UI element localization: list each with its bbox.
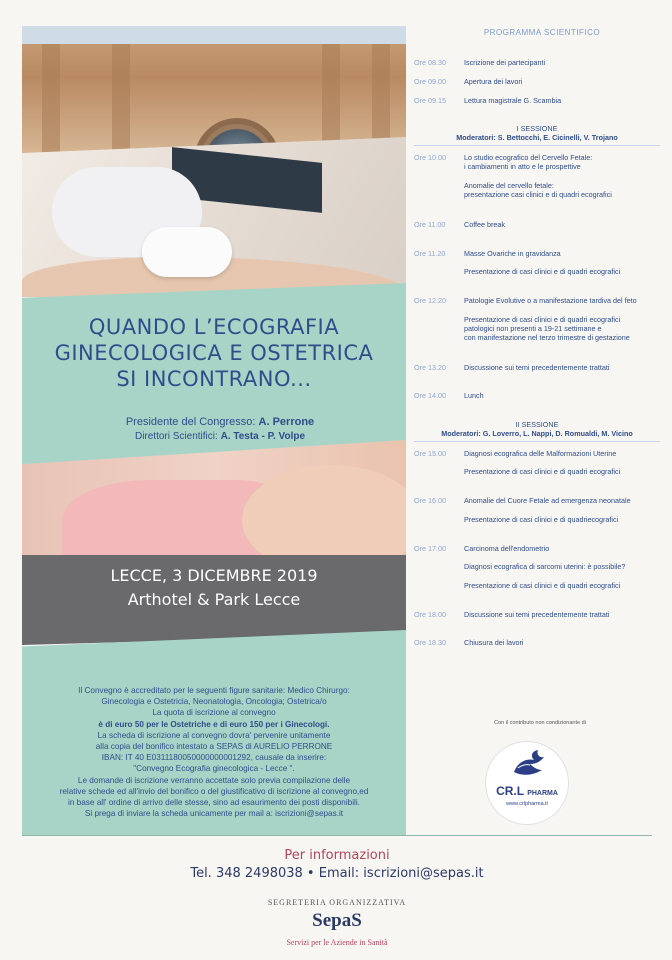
row-time: Ore 09.15 <box>414 96 446 105</box>
row-text: Coffee break <box>464 220 506 229</box>
row-text: con manifestazione nel terzo trimestre di gestazione <box>464 333 630 342</box>
row-text: Iscrizione dei partecipanti <box>464 58 546 67</box>
president-label: Presidente del Congresso: <box>125 416 256 428</box>
row-text: Lunch <box>464 391 484 400</box>
row-text: Masse Ovariche in gravidanza <box>464 249 561 258</box>
row-time: Ore 09.00 <box>414 77 446 86</box>
ultrasound-exam-photo <box>22 137 406 297</box>
info-line: La quota di iscrizione al convegno <box>152 708 276 718</box>
event-venue: Arthotel & Park Lecce <box>127 590 301 609</box>
directors-names: A. Testa - P. Volpe <box>220 431 306 442</box>
row-time: Ore 12.20 <box>414 296 446 305</box>
row-text: Patologie Evolutive o a manifestazione tardiva del feto <box>464 296 637 305</box>
session-2-moderators <box>414 429 660 438</box>
info-line: "Convegno Ecografia ginecologica - Lecce ". <box>133 764 295 774</box>
sponsor-url: www.crlpharma.it <box>506 801 548 807</box>
info-line: La scheda di iscrizione al convegno dovra' pervenire unitamente <box>97 730 331 740</box>
sponsor-name <box>486 784 568 798</box>
divider <box>414 145 660 146</box>
row-time: Ore 15.00 <box>414 449 446 458</box>
row-text: Presentazione di casi clinici e di quadri ecografici <box>464 267 621 276</box>
info-line: alla copia del bonifico intestato a SEPAS di AURELIO PERRONE <box>95 742 333 752</box>
info-line: relative schede ed all'invio del bonifico o del giustificativo di iscrizione al convegno,ed <box>59 786 369 796</box>
row-text: Discussione sui temi precedentemente trattati <box>464 363 610 372</box>
row-text: Diagnosi ecografica di sarcomi uterini: è possibile? <box>464 562 626 571</box>
row-text: Anomalie del cervello fetale: <box>464 181 554 190</box>
info-heading: Per informazioni <box>284 848 390 863</box>
scientific-directors <box>70 431 370 442</box>
registration-info <box>30 685 398 819</box>
row-text: i cambiamenti in atto e le prospettive <box>464 162 581 171</box>
event-title <box>22 314 406 392</box>
session-2-title: II SESSIONE <box>515 420 559 429</box>
row-time: Ore 16.00 <box>414 496 446 505</box>
congress-president <box>70 416 370 428</box>
row-text: presentazione casi clinici e di quadri ecografici <box>464 190 612 199</box>
moderators-text: Moderatori: G. Loverro, L. Nappi, D. Romualdi, M. Vicino <box>441 429 633 438</box>
row-text: Presentazione di casi clinici e di quadri ecografici <box>464 581 621 590</box>
divider <box>414 441 660 442</box>
row-time: Ore 18.00 <box>414 610 446 619</box>
info-line: Si prega di inviare la scheda unicamente per mail a: iscrizioni@sepas.it <box>84 809 344 819</box>
row-text: patologici non presenti a 19-21 settimane e <box>464 324 602 333</box>
sponsor-name-main: CR.L <box>496 784 524 798</box>
row-time: Ore 14.00 <box>414 391 446 400</box>
row-text: Presentazione di casi clinici e di quadri ecografici <box>464 467 621 476</box>
row-text: Diagnosi ecografica delle Malformazioni Uterine <box>464 449 617 458</box>
president-name: A. Perrone <box>258 416 315 428</box>
directors-label: Direttori Scientifici: <box>134 431 218 442</box>
title-line: GINECOLOGICA E OSTETRICA <box>54 341 374 365</box>
title-line: SI INCONTRANO... <box>116 367 312 391</box>
row-time: Ore 18.30 <box>414 638 446 647</box>
footer-divider <box>22 835 652 836</box>
row-text: Discussione sui temi precedentemente trattati <box>464 610 610 619</box>
session-1-moderators <box>414 133 660 142</box>
contact-details: Tel. 348 2498038 • Email: iscrizioni@sepas.it <box>190 866 484 881</box>
row-time: Ore 17.00 <box>414 544 446 553</box>
organizer-tagline: Servizi per le Aziende in Sanità <box>286 938 388 947</box>
organizer-name: SepaS <box>312 910 362 931</box>
info-line: Le domande di iscrizione verranno accettate solo previa compilazione delle <box>77 775 351 785</box>
cathedral-facade-photo <box>22 26 406 154</box>
sponsor-note: Con il contributo non condizionante di <box>494 720 586 726</box>
row-text: Carcinoma dell'endometrio <box>464 544 550 553</box>
info-line: in base all' ordine di arrivo delle stesse, sino ad esaurimento dei posti disponibili. <box>68 798 360 808</box>
info-line: IBAN: IT 40 E0311180050000000001292, causale da inserire: <box>101 753 327 763</box>
program-title: PROGRAMMA SCIENTIFICO <box>483 28 601 37</box>
row-text: Presentazione di casi clinici e di quadriecografici <box>464 515 619 524</box>
info-line: Il Convegno è accreditato per le seguenti figure sanitarie: Medico Chirurgo: <box>78 686 350 695</box>
row-text: Lettura magistrale G. Scambia <box>464 96 562 105</box>
info-line: è di euro 50 per le Ostetriche e di euro 150 per i Ginecologi. <box>98 719 330 729</box>
title-line: QUANDO L’ECOGRAFIA <box>88 315 340 339</box>
row-text: Lo studio ecografico del Cervello Fetale: <box>464 153 593 162</box>
moderators-text: Moderatori: S. Bettocchi, E. Cicinelli, V. Trojano <box>456 133 618 142</box>
row-time: Ore 11.20 <box>414 249 446 258</box>
session-1-title: I SESSIONE <box>516 124 558 133</box>
row-time: Ore 13.20 <box>414 363 446 372</box>
row-time: Ore 08.30 <box>414 58 446 67</box>
row-text: Anomalie del Cuore Fetale ad emergenza neonatale <box>464 496 631 505</box>
sponsor-name-suffix: PHARMA <box>527 790 558 797</box>
organizer-label: SEGRETERIA ORGANIZZATIVA <box>267 898 407 907</box>
row-text: Apertura dei lavori <box>464 77 523 86</box>
bird-logo-icon <box>508 748 548 782</box>
event-date: LECCE, 3 DICEMBRE 2019 <box>110 566 318 585</box>
row-text: Presentazione di casi clinici e di quadri ecografici <box>464 315 621 324</box>
row-time: Ore 11.00 <box>414 220 446 229</box>
row-time: Ore 10.00 <box>414 153 446 162</box>
row-text: Chiusura dei lavori <box>464 638 524 647</box>
info-line: Ginecologia e Ostetricia, Neonatologia, Oncologia; Ostetrica/o <box>101 697 327 707</box>
